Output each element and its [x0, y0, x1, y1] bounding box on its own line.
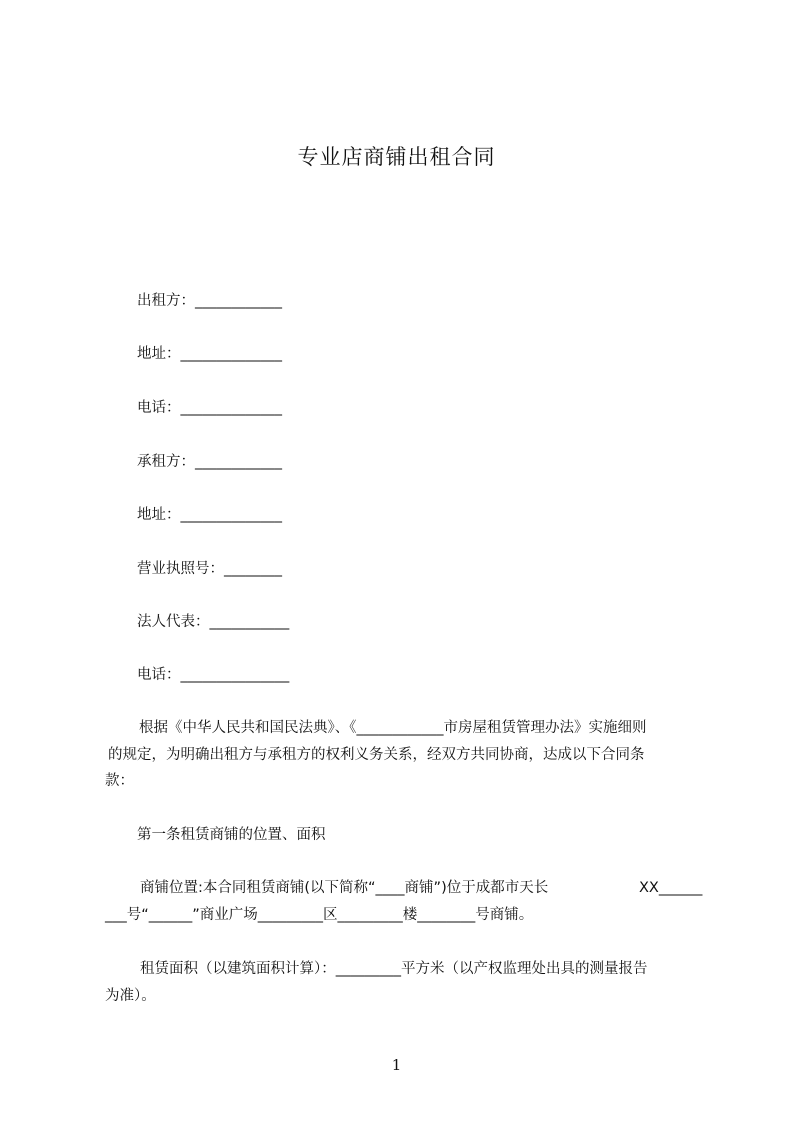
lessee-label: 承租方： — [137, 454, 195, 470]
preamble-line-2: 的规定，为明确出租方与承租方的权利义务关系，经双方共同协商，达成以下合同条 — [108, 747, 645, 763]
lessee-phone-label: 电话： — [137, 667, 181, 683]
lessor-address-field — [137, 344, 282, 364]
lessor-label: 出租方： — [137, 293, 195, 309]
article-1-heading: 第一条租赁商铺的位置、面积 — [137, 827, 326, 843]
lessee-phone-field — [137, 665, 289, 685]
lessee-phone-blank: _______________ — [180, 667, 290, 683]
preamble-line-1: 根据《中华人民共和国民法典》、《____________市房屋租赁管理办法》实施细则 — [139, 720, 647, 736]
area-line-2: 为准）。 — [105, 988, 156, 1004]
business-license-field — [137, 559, 282, 579]
legal-representative-label: 法人代表： — [137, 614, 210, 630]
lessor-phone-blank: ______________ — [180, 400, 282, 416]
business-license-blank: ________ — [224, 561, 282, 577]
lessor-address-label: 地址： — [137, 346, 181, 362]
business-license-label: 营业执照号： — [137, 561, 224, 577]
document-title: 专业店商铺出租合同 — [297, 145, 496, 169]
lessor-phone-field — [137, 398, 282, 418]
page-number: 1 — [391, 1056, 402, 1074]
legal-representative-field — [137, 612, 289, 632]
lessor-blank: ____________ — [195, 293, 282, 309]
lessee-address-label: 地址： — [137, 507, 181, 523]
lessor-address-blank: ______________ — [180, 346, 282, 362]
lessee-blank: ____________ — [195, 454, 282, 470]
area-line-1: 租赁面积（以建筑面积计算）：_________平方米（以产权监理处出具的测量报告 — [140, 961, 648, 977]
lessee-address-blank: ______________ — [180, 507, 282, 523]
location-line-2: ___号“______”商业广场_________区_________楼________号商铺。 — [105, 907, 534, 923]
lessee-field — [137, 452, 282, 472]
lessor-field — [137, 291, 282, 311]
lessee-address-field — [137, 505, 282, 525]
legal-representative-blank: ___________ — [209, 614, 290, 630]
preamble-line-3: 款： — [105, 773, 134, 789]
location-line-1-tail: XX______ — [639, 880, 703, 896]
location-line-1: 商铺位置:本合同租赁商铺(以下简称“____商铺”)位于成都市天长 — [140, 880, 549, 896]
lessor-phone-label: 电话： — [137, 400, 181, 416]
